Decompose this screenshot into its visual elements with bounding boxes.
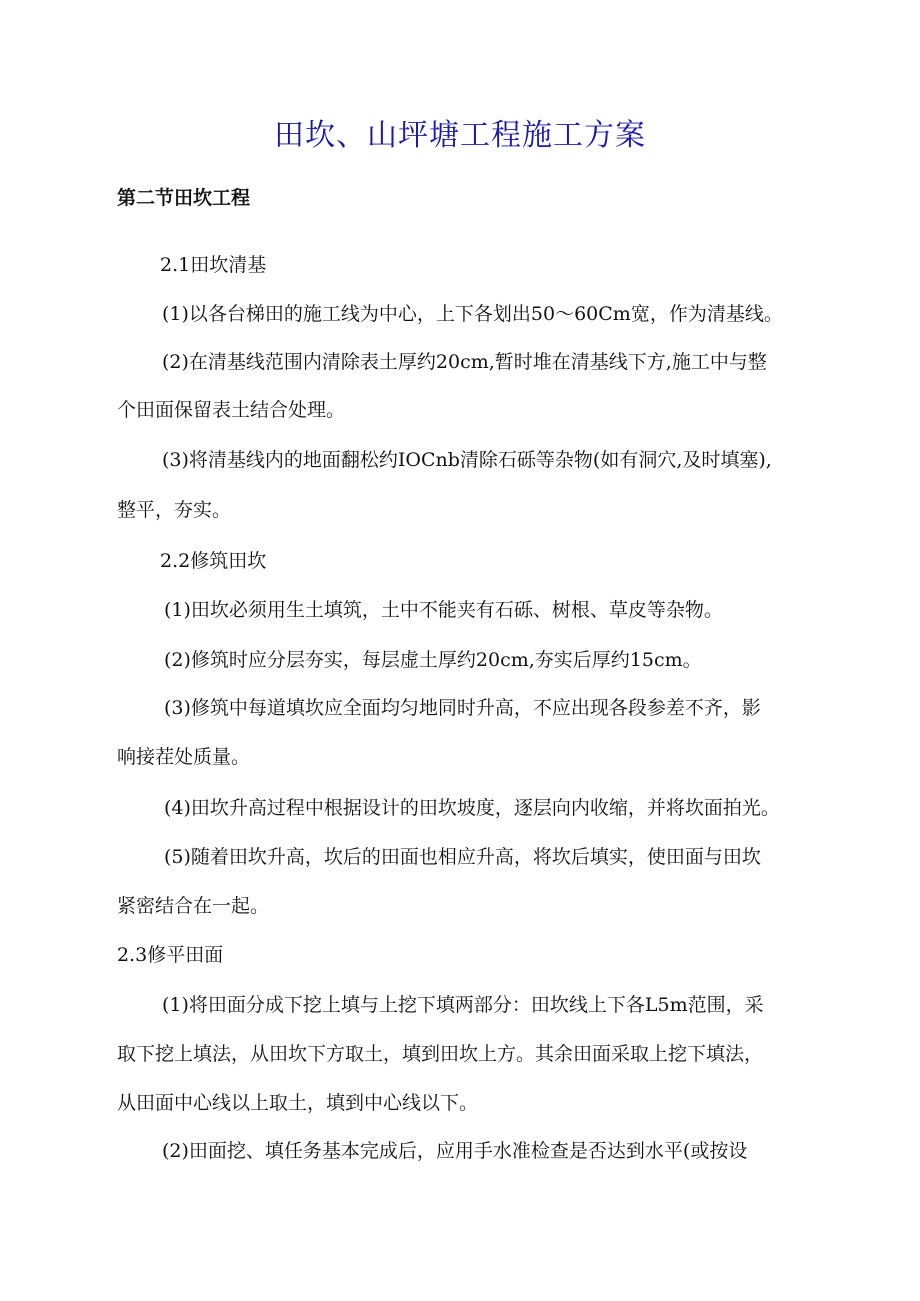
paragraph-line: (1)将田面分成下挖上填与上挖下填两部分：田坎线上下各L5m范围，采: [162, 994, 764, 1016]
document-title: 田坎、山坪塘工程施工方案: [274, 118, 646, 153]
paragraph-line: (2)在清基线范围内清除表土厚约20cm,暂时堆在清基线下方,施工中与整: [162, 351, 767, 373]
paragraph-line: 紧密结合在一起。: [117, 895, 270, 917]
paragraph-line: (3)将清基线内的地面翻松约IOCnb清除石砾等杂物(如有洞穴,及时填塞),: [162, 449, 772, 471]
paragraph-line: (4)田坎升高过程中根据设计的田坎坡度，逐层向内收缩，并将坎面拍光。: [164, 797, 780, 819]
paragraph-line: (2)田面挖、填任务基本完成后，应用手水准检查是否达到水平(或按设: [162, 1140, 748, 1162]
paragraph-line: 响接茬处质量。: [117, 746, 251, 768]
paragraph-line: 整平，夯实。: [117, 499, 232, 521]
paragraph-line: 取下挖上填法，从田坎下方取土，填到田坎上方。其余田面采取上挖下填法，: [117, 1043, 764, 1065]
paragraph-line: 个田面保留表土结合处理。: [117, 399, 346, 421]
paragraph-line: (2)修筑时应分层夯实，每层虚土厚约20cm,夯实后厚约15cm。: [164, 649, 702, 671]
subsection-heading: 2.3修平田面: [117, 944, 224, 966]
paragraph-line: 从田面中心线以上取土，填到中心线以下。: [117, 1092, 479, 1114]
subsection-heading: 2.1田坎清基: [160, 254, 267, 276]
subsection-heading: 2.2修筑田坎: [160, 550, 267, 572]
paragraph-line: (1)田坎必须用生土填筑，土中不能夹有石砾、树根、草皮等杂物。: [164, 599, 723, 621]
paragraph-line: (1)以各台梯田的施工线为中心，上下各划出50～60Cm宽，作为清基线。: [162, 303, 783, 325]
paragraph-line: (3)修筑中每道填坎应全面均匀地同时升高，不应出现各段参差不齐，影: [164, 697, 761, 719]
paragraph-line: (5)随着田坎升高，坎后的田面也相应升高，将坎后填实，使田面与田坎: [164, 846, 761, 868]
section-heading: 第二节田坎工程: [117, 187, 251, 209]
